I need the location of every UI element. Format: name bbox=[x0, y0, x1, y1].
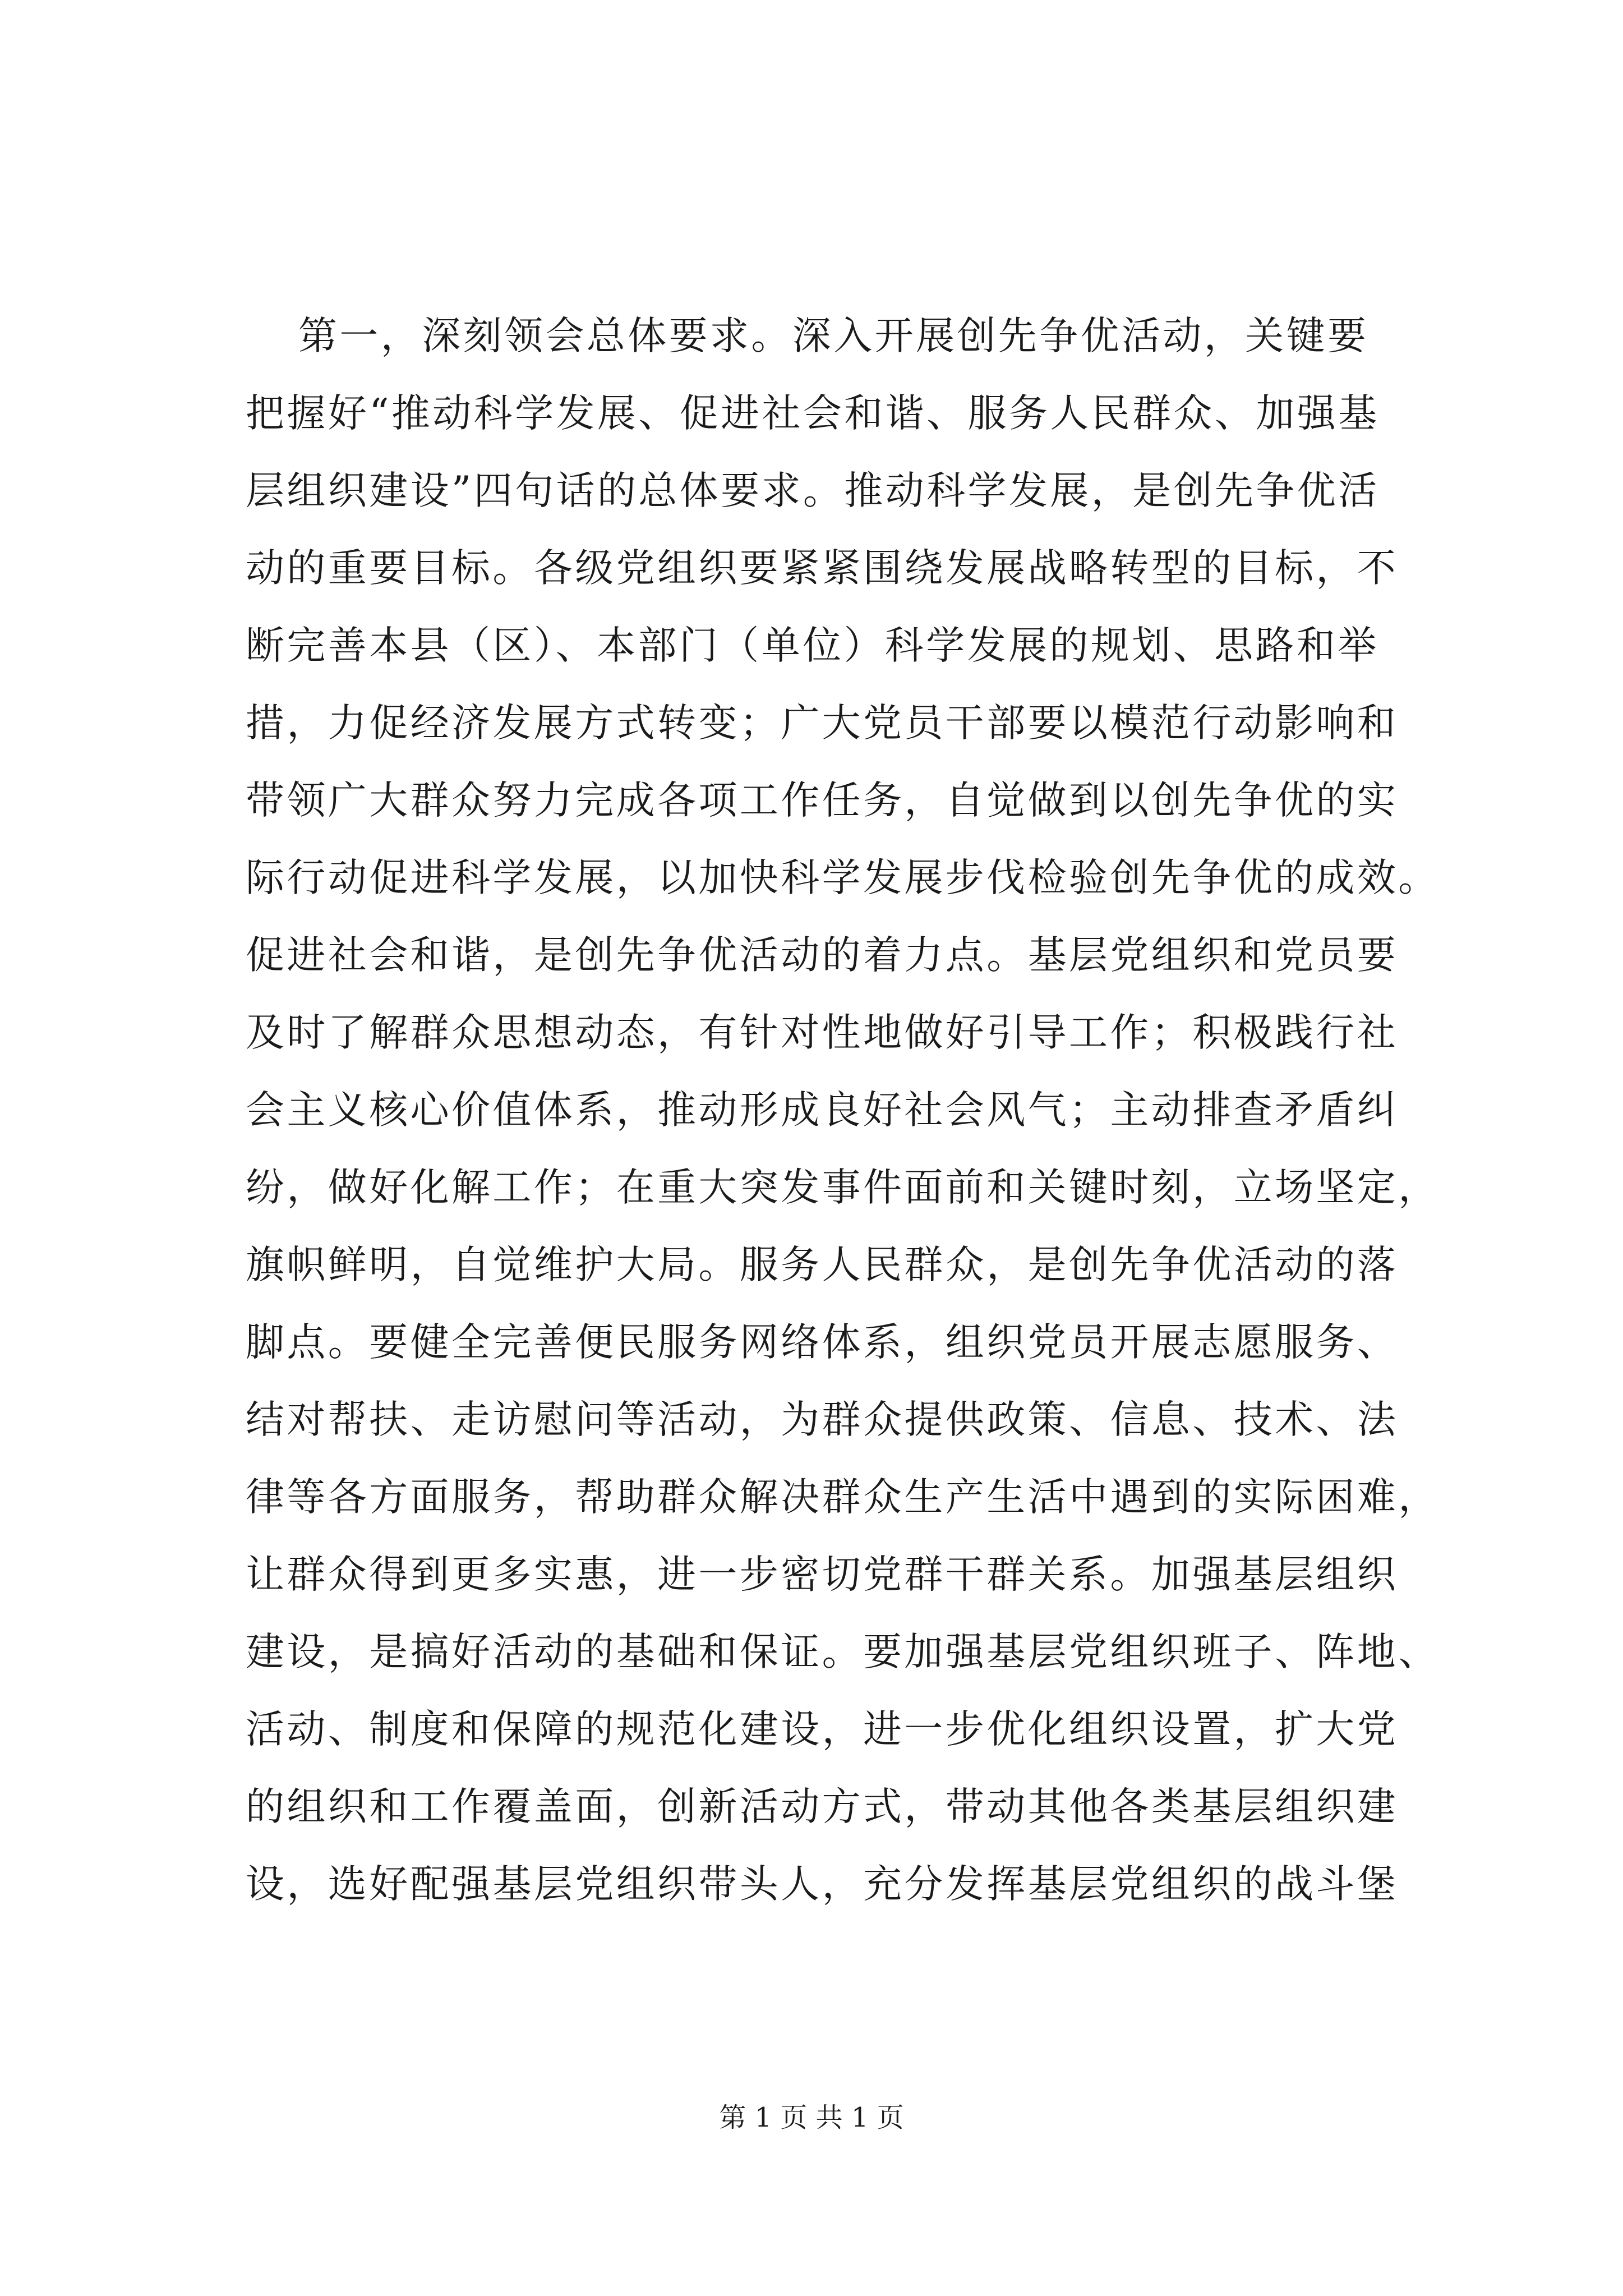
paragraph-line: 活动、制度和保障的规范化建设，进一步优化组织设置，扩大党 bbox=[246, 1707, 1399, 1752]
page-number-footer: 第 1 页 共 1 页 bbox=[719, 2102, 904, 2133]
paragraph-line: 动的重要目标。各级党组织要紧紧围绕发展战略转型的目标，不 bbox=[246, 546, 1399, 591]
paragraph-line: 层组织建设”四句话的总体要求。推动科学发展，是创先争优活 bbox=[246, 468, 1380, 513]
paragraph-line: 让群众得到更多实惠，进一步密切党群干群关系。加强基层组织 bbox=[246, 1552, 1399, 1597]
paragraph-line: 际行动促进科学发展，以加快科学发展步伐检验创先争优的成效。 bbox=[246, 855, 1440, 900]
paragraph-line: 旗帜鲜明，自觉维护大局。服务人民群众，是创先争优活动的落 bbox=[246, 1243, 1399, 1287]
paragraph-line: 纷，做好化解工作；在重大突发事件面前和关键时刻，立场坚定， bbox=[246, 1165, 1440, 1210]
paragraph-line: 建设，是搞好活动的基础和保证。要加强基层党组织班子、阵地、 bbox=[246, 1630, 1440, 1674]
paragraph-line: 促进社会和谐，是创先争优活动的着力点。基层党组织和党员要 bbox=[246, 933, 1399, 978]
paragraph-line: 把握好“推动科学发展、促进社会和谐、服务人民群众、加强基 bbox=[246, 391, 1380, 436]
paragraph-line: 设，选好配强基层党组织带头人，充分发挥基层党组织的战斗堡 bbox=[246, 1862, 1399, 1907]
paragraph-line: 带领广大群众努力完成各项工作任务，自觉做到以创先争优的实 bbox=[246, 778, 1399, 823]
paragraph-line: 断完善本县（区）、本部门（单位）科学发展的规划、思路和举 bbox=[246, 623, 1379, 668]
paragraph-line: 及时了解群众思想动态，有针对性地做好引导工作；积极践行社 bbox=[246, 1010, 1399, 1055]
paragraph-line: 脚点。要健全完善便民服务网络体系，组织党员开展志愿服务、 bbox=[246, 1320, 1399, 1365]
body-paragraph bbox=[246, 297, 1440, 1923]
paragraph-line: 的组织和工作覆盖面，创新活动方式，带动其他各类基层组织建 bbox=[246, 1784, 1399, 1829]
paragraph-line: 会主义核心价值体系，推动形成良好社会风气；主动排查矛盾纠 bbox=[246, 1088, 1399, 1133]
paragraph-line: 措，力促经济发展方式转变；广大党员干部要以模范行动影响和 bbox=[246, 701, 1399, 746]
paragraph-line: 结对帮扶、走访慰问等活动，为群众提供政策、信息、技术、法 bbox=[246, 1397, 1399, 1442]
paragraph-line: 律等各方面服务，帮助群众解决群众生产生活中遇到的实际困难， bbox=[246, 1475, 1440, 1520]
paragraph-line: 第一，深刻领会总体要求。深入开展创先争优活动，关键要 bbox=[298, 314, 1369, 358]
